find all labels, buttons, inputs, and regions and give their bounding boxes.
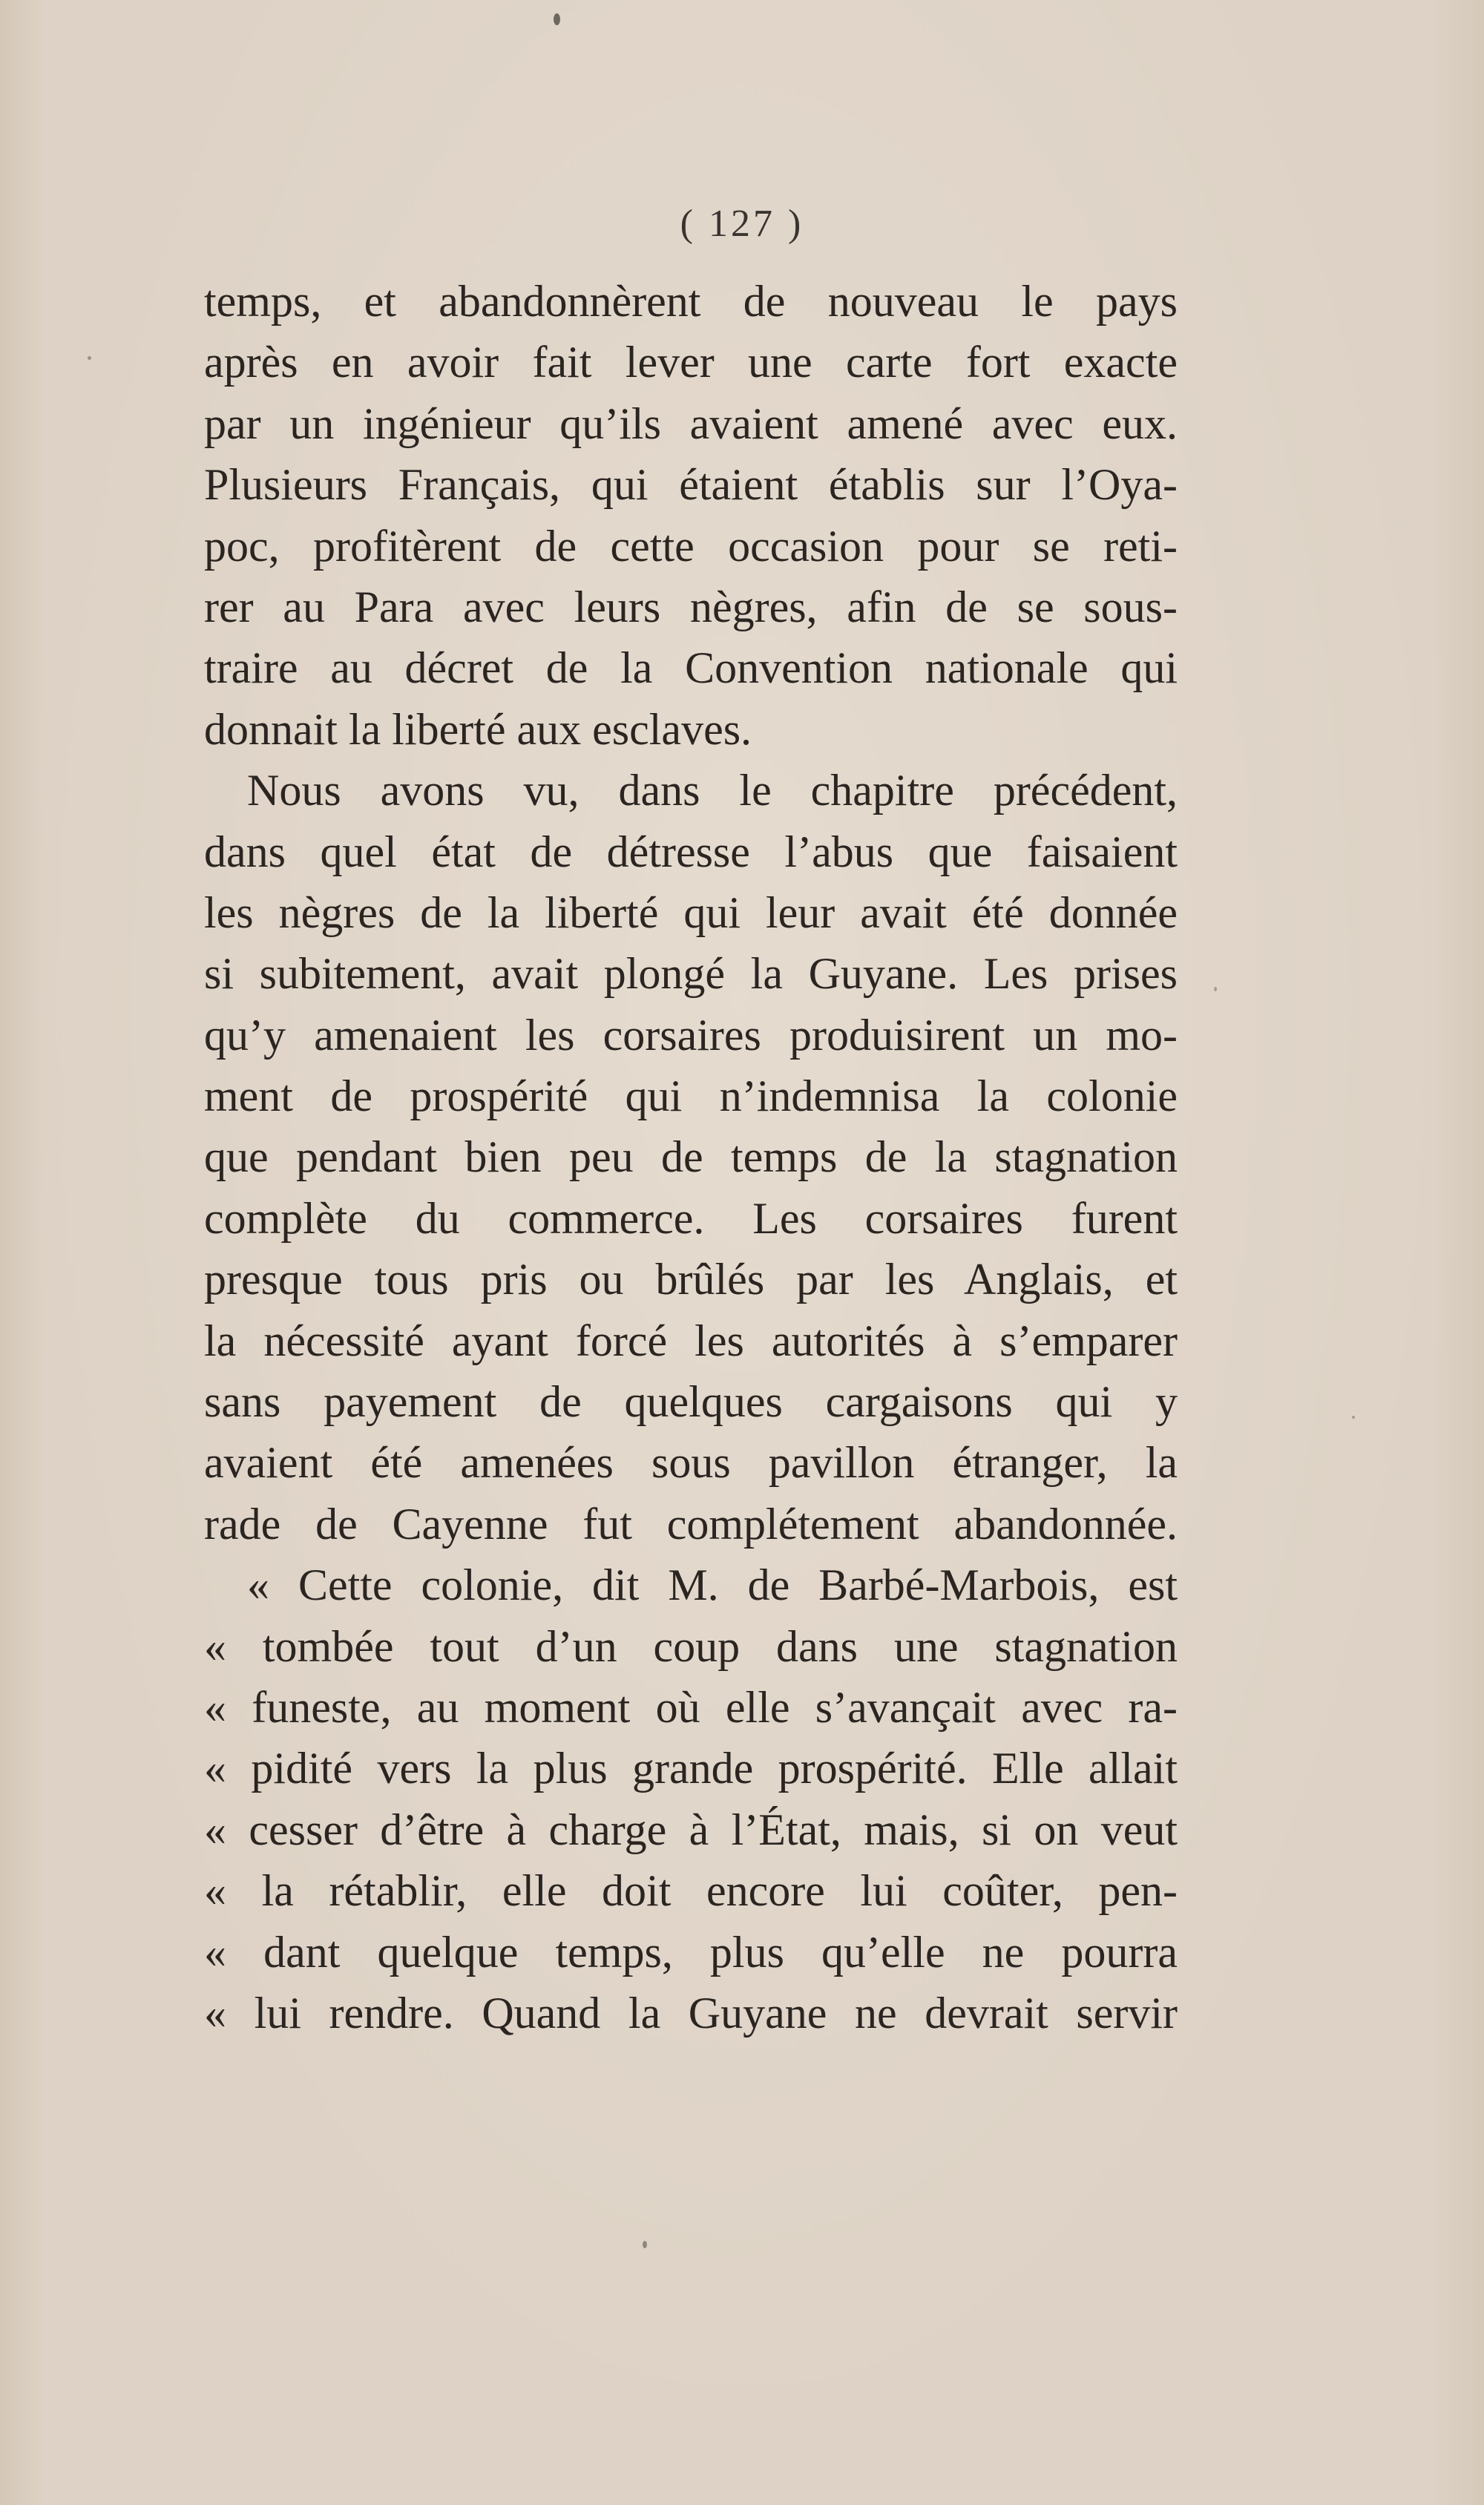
text-line: qu’y amenaient les corsaires produisirent un mo- xyxy=(204,1010,1178,1060)
text-line: « funeste, au moment où elle s’avançait avec ra- xyxy=(204,1682,1178,1732)
text-line: donnait la liberté aux esclaves. xyxy=(204,704,752,754)
text-line: avaient été amenées sous pavillon étranger, la xyxy=(204,1438,1178,1488)
ink-speck xyxy=(643,2241,647,2248)
text-line: si subitement, avait plongé la Guyane. Les prises xyxy=(204,949,1178,999)
text-line: Plusieurs Français, qui étaient établis sur l’Oya- xyxy=(204,460,1178,510)
ink-speck xyxy=(554,13,560,25)
text-line: par un ingénieur qu’ils avaient amené avec eux. xyxy=(204,398,1178,448)
page-body xyxy=(204,271,1178,2043)
text-line: la nécessité ayant forcé les autorités à s’emparer xyxy=(204,1316,1178,1365)
text-line: sans payement de quelques cargaisons qui y xyxy=(204,1377,1178,1427)
ink-speck xyxy=(1214,987,1217,991)
text-line: les nègres de la liberté qui leur avait été donnée xyxy=(204,887,1178,937)
text-line: rer au Para avec leurs nègres, afin de se sous- xyxy=(204,582,1178,631)
page-number: ( 127 ) xyxy=(680,203,804,245)
text-line: que pendant bien peu de temps de la stagnation xyxy=(204,1132,1178,1182)
text-line: Nous avons vu, dans le chapitre précédent, xyxy=(247,766,1178,815)
text-line: poc, profitèrent de cette occasion pour se reti- xyxy=(204,521,1178,571)
ink-speck xyxy=(88,356,91,360)
text-line: « Cette colonie, dit M. de Barbé-Marbois, est xyxy=(247,1560,1178,1610)
text-line: après en avoir fait lever une carte fort exacte xyxy=(204,338,1178,387)
text-line: traire au décret de la Convention nationale qui xyxy=(204,643,1178,693)
text-line: complète du commerce. Les corsaires furent xyxy=(204,1193,1178,1243)
text-line: « lui rendre. Quand la Guyane ne devrait servir xyxy=(204,1988,1178,2038)
text-line: dans quel état de détresse l’abus que faisaient xyxy=(204,827,1178,876)
paragraph-2 xyxy=(204,760,1178,1554)
text-line: rade de Cayenne fut complétement abandonnée. xyxy=(204,1499,1178,1549)
text-line: presque tous pris ou brûlés par les Anglais, et xyxy=(204,1255,1178,1304)
text-line: « la rétablir, elle doit encore lui coûter, pen- xyxy=(204,1866,1178,1916)
text-line: « cesser d’être à charge à l’État, mais, si on veut xyxy=(204,1805,1178,1854)
text-line: « pidité vers la plus grande prospérité. Elle allait xyxy=(204,1744,1178,1793)
text-line: « dant quelque temps, plus qu’elle ne pourra xyxy=(204,1927,1178,1977)
paragraph-3-quotation xyxy=(204,1554,1178,2043)
paragraph-1 xyxy=(204,271,1178,760)
ink-speck xyxy=(1352,1416,1355,1419)
text-line: ment de prospérité qui n’indemnisa la colonie xyxy=(204,1071,1178,1121)
text-line: « tombée tout d’un coup dans une stagnation xyxy=(204,1621,1178,1671)
text-line: temps, et abandonnèrent de nouveau le pays xyxy=(204,277,1178,326)
